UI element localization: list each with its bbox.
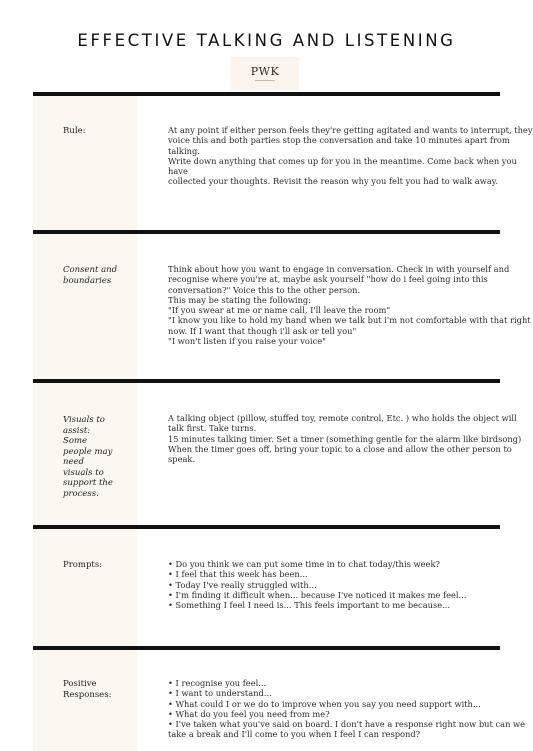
body-line: • What do you feel you need from me? [168, 708, 330, 719]
body-line: Think about how you want to engage in conversation. Check in with yourself and [168, 264, 510, 274]
section-label-panel [33, 96, 137, 230]
body-line: now. If I want that though i'll ask or tell you" [168, 325, 357, 336]
body-line: This may be stating the following: [168, 294, 312, 305]
page-title: EFFECTIVE TALKING AND LISTENING [77, 31, 456, 50]
logo-text: PWK [250, 65, 280, 78]
body-line: • I've taken what you've said on board. I don't have a response right now but can we [168, 719, 526, 730]
section-body [168, 264, 531, 347]
body-line: 15 minutes talking timer. Set a timer (something gentle for the alarm like birdsong) [168, 433, 522, 444]
section-label-panel [33, 650, 137, 751]
body-line: • I feel that this week has been... [168, 569, 308, 580]
body-line: A talking object (pillow, stuffed toy, remote control, Etc. ) who holds the object will [168, 413, 517, 423]
body-line: talk first. Take turns. [168, 423, 257, 434]
body-line: • Do you think we can put some time in to chat today/this week? [168, 559, 440, 569]
body-line: conversation?" Voice this to the other person. [168, 284, 361, 295]
section-rule [33, 92, 533, 230]
section-label-panel [33, 234, 137, 379]
logo-underline [255, 80, 275, 81]
body-line: collected your thoughts. Revisit the reason why you felt you had to walk away. [168, 176, 499, 187]
section-label: Visuals to assist: Some people may need visuals to support the process. [63, 415, 113, 499]
section-body [168, 678, 526, 740]
section-prompts [33, 525, 500, 646]
section-consent [33, 230, 531, 379]
body-line: Write down anything that comes up for you in the meantime. Come back when you [168, 155, 517, 166]
body-line: "I won't listen if you raise your voice" [168, 336, 326, 347]
section-positive-responses [33, 646, 526, 751]
body-line: • Something I feel I need is... This feels important to me because... [168, 600, 451, 611]
body-line: • Today I've really struggled with... [168, 579, 317, 590]
body-line: recognise where you're at, maybe ask yourself "how do i feel going into this [168, 274, 488, 285]
pwk-logo [231, 57, 299, 90]
body-line: • I recognise you feel... [168, 678, 267, 688]
body-line: • I want to understand... [168, 688, 272, 699]
section-label: Prompts: [63, 560, 103, 570]
body-line: "If you swear at me or name call, I'll leave the room" [168, 305, 391, 316]
section-visuals [33, 379, 522, 525]
body-line: At any point if either person feels they're getting agitated and wants to interrupt, they [168, 125, 533, 135]
section-body [168, 125, 533, 187]
section-label: Rule: [63, 126, 86, 136]
body-line: have [168, 166, 188, 177]
body-line: • What could I or we do to improve when you say you need support with... [168, 698, 481, 709]
section-body [168, 559, 473, 610]
section-body [168, 413, 522, 465]
body-line: voice this and both parties stop the conversation and take 10 minutes apart from [168, 135, 510, 146]
section-label: Positive Responses: [63, 679, 112, 700]
section-label: Consent and boundaries [63, 265, 118, 286]
body-line: take a break and I'll come to you when I feel I can respond? [168, 729, 421, 740]
body-line: talking. [168, 145, 200, 156]
body-line: When the timer goes off, bring your topic to a close and allow the other person to [168, 443, 512, 454]
body-line: • I'm finding it difficult when... because I've noticed it makes me feel... [168, 589, 467, 600]
body-line: "I know you like to hold my hand when we talk but i'm not comfortable with that right [168, 315, 531, 326]
body-line: speak. [168, 454, 196, 465]
section-label-panel [33, 529, 137, 646]
